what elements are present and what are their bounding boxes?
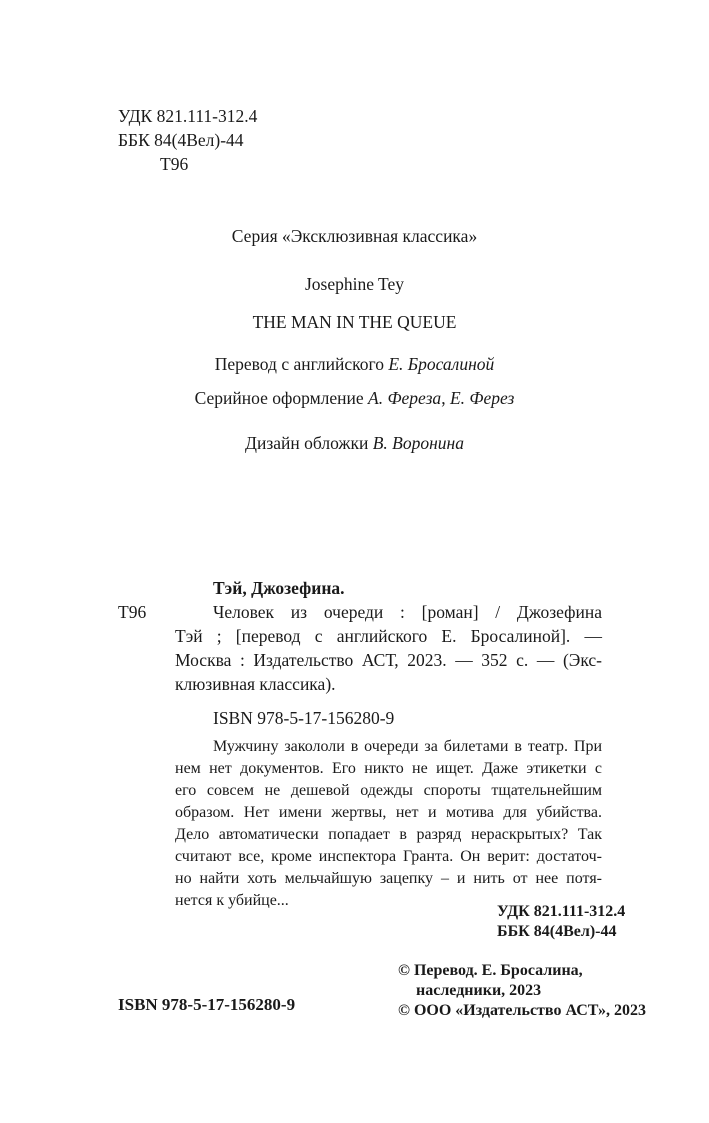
- footer-isbn: ISBN 978-5-17-156280-9: [118, 995, 296, 1014]
- udk-code: УДК 821.111-312.4: [118, 106, 258, 126]
- bibliographic-line: Человек из очереди : [роман] / Джозефина: [213, 602, 602, 622]
- design-prefix: Серийное оформление: [194, 388, 369, 408]
- bbk-code: ББК 84(4Вел)-44: [118, 130, 244, 150]
- translation-credit: [0, 354, 709, 375]
- author-mark: Т96: [160, 154, 189, 174]
- annotation-line: нется к убийце...: [175, 892, 289, 909]
- designer-2: Е. Ферез: [449, 388, 515, 408]
- annotation-line: но найти хоть мельчайшую зацепку – и нить от нее потя-: [175, 870, 602, 887]
- original-title: THE MAN IN THE QUEUE: [252, 312, 457, 332]
- bibliographic-line: клюзивная классика).: [175, 674, 336, 694]
- annotation-line: нем нет документов. Его никто не ищет. Даже этикетки с: [175, 760, 602, 777]
- translator-name: Е. Бросалиной: [388, 354, 495, 374]
- series-design-credit: [0, 388, 709, 409]
- translation-prefix: Перевод с английского: [214, 354, 389, 374]
- original-author: Josephine Tey: [304, 274, 405, 294]
- bibliographic-isbn: ISBN 978-5-17-156280-9: [213, 708, 395, 728]
- designer-1: А. Фереза: [368, 388, 442, 408]
- copyright-translation: © Перевод. Е. Бросалина,: [398, 962, 583, 979]
- annotation-line: его совсем не дешевой одежды спороты тщательнейшим: [175, 782, 602, 799]
- bibliographic-line: Тэй ; [перевод с английского Е. Бросалиной]. —: [175, 626, 602, 646]
- series-name: Серия «Эксклюзивная классика»: [231, 226, 478, 246]
- annotation-line: считают все, кроме инспектора Гранта. Он верит: достаточ-: [175, 848, 602, 865]
- annotation-line: Дело автоматически попадает в разряд нераскрытых? Так: [175, 826, 602, 843]
- designer-separator: ,: [441, 388, 450, 408]
- copyright-publisher: © ООО «Издательство АСТ», 2023: [398, 1002, 647, 1019]
- bibliographic-heading: Тэй, Джозефина.: [213, 578, 345, 598]
- cover-design-credit: [0, 433, 709, 454]
- annotation-line: Мужчину закололи в очереди за билетами в театр. При: [213, 738, 602, 755]
- footer-udk: УДК 821.111-312.4: [497, 903, 626, 920]
- bibliographic-author-mark: Т96: [118, 602, 147, 622]
- cover-designer: В. Воронина: [372, 433, 464, 453]
- annotation-line: образом. Нет имени жертвы, нет и мотива для убийства.: [175, 804, 602, 821]
- copyright-translation-heirs: наследники, 2023: [416, 982, 542, 999]
- cover-prefix: Дизайн обложки: [245, 433, 373, 453]
- bibliographic-line: Москва : Издательство АСТ, 2023. — 352 с. — (Экс-: [175, 650, 602, 670]
- footer-bbk: ББК 84(4Вел)-44: [497, 923, 617, 940]
